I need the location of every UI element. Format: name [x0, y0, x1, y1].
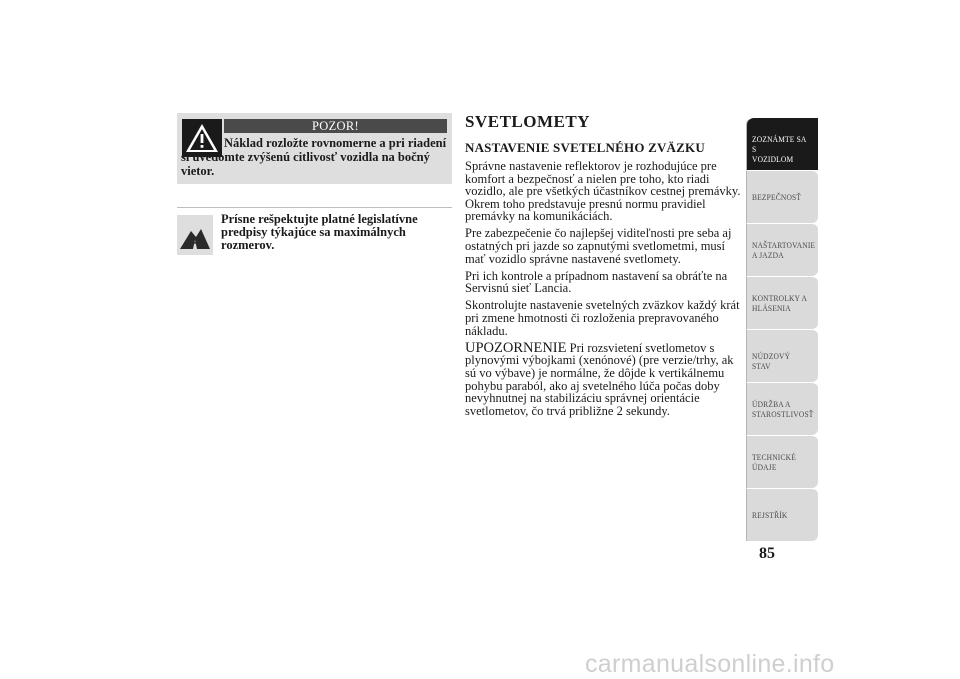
warning-text: Náklad rozložte rovnomerne a pri riadení si uvedomte zvýšenú citlivosť vozidla na bočný vietor. [181, 136, 447, 178]
section-subtitle: NASTAVENIE SVETELNÉHO ZVÄZKU [465, 140, 705, 155]
tab-technicke-udaje[interactable] [746, 435, 818, 488]
tab-label: KONTROLKY A HLÁSENIA [752, 293, 808, 313]
note-paragraph [465, 339, 743, 418]
paragraph: Pre zabezpečenie čo najlepšej viditeľnosti pre seba aj ostatných pri jazde so zapnutými svetlometmi, musí mať vozidlo správne nastavené svetlomety. [465, 226, 732, 266]
tab-nastartovanie-a-jazda[interactable] [746, 223, 818, 276]
tab-label: ZOZNÁMTE SA S VOZIDLOM [752, 134, 807, 164]
note-text: Prísne rešpektujte platné legislatívne predpisy týkajúce sa maximálnych rozmerov. [221, 212, 418, 252]
tab-udrzba-a-starostlivost[interactable] [746, 382, 818, 435]
tab-zoznamte-sa-s-vozidlom[interactable] [746, 117, 818, 170]
watermark: carmanualsonline.info [585, 650, 835, 678]
note-body: Pri rozsvietení svetlometov s plynovými výbojkami (xenónové) (pre verzie/trhy, ak sú vo výbave) je normálne, že dôjde k vertikálnemu pohybu paraból, ako aj svetelného lúča počas doby nevyhnutnej na stabilizáciu správnej orientácie svetlometov, čo trvá približne 2 sekundy. [465, 340, 734, 418]
road-mountain-icon [177, 215, 213, 255]
warning-title: POZOR! [224, 119, 447, 133]
tab-nudzovy-stav[interactable] [746, 329, 818, 382]
tab-label: TECHNICKÉ ÚDAJE [752, 452, 796, 472]
warning-box [177, 113, 452, 184]
paragraph: Správne nastavenie reflektorov je rozhodujúce pre komfort a bezpečnosť a nielen pre toho, kto riadi vozidlo, ale pre všetkých účastníkov cestnej premávky. Okrem toho predstavuje presnú normu pravidiel premávky na komunikáciách. [465, 159, 741, 224]
tab-bezpecnost[interactable] [746, 170, 818, 223]
tab-label: NAŠTARTOVANIE A JAZDA [752, 240, 816, 260]
note-divider [177, 207, 452, 208]
tab-rejstrik[interactable] [746, 488, 818, 541]
paragraph: Skontrolujte nastavenie svetelných zväzkov každý krát pri zmene hmotnosti či rozloženia prepravovaného nákladu. [465, 298, 740, 338]
paragraph: Pri ich kontrole a prípadnom nastavení sa obráťte na Servisnú sieť Lancia. [465, 268, 728, 296]
section-body [465, 160, 743, 422]
tab-label: BEZPEČNOSŤ [752, 192, 802, 202]
tab-label: ÚDRŽBA A STAROSTLIVOSŤ [752, 399, 814, 419]
tab-kontrolky-a-hlasenia[interactable] [746, 276, 818, 329]
note-box [177, 207, 452, 262]
section-title: SVETLOMETY [465, 112, 590, 131]
chapter-tabs [746, 117, 818, 543]
tab-label: NÚDZOVÝ STAV [752, 351, 791, 371]
note-label: UPOZORNENIE [465, 339, 567, 356]
page-number: 85 [759, 545, 775, 562]
tab-label: REJSTŘÍK [752, 510, 788, 520]
